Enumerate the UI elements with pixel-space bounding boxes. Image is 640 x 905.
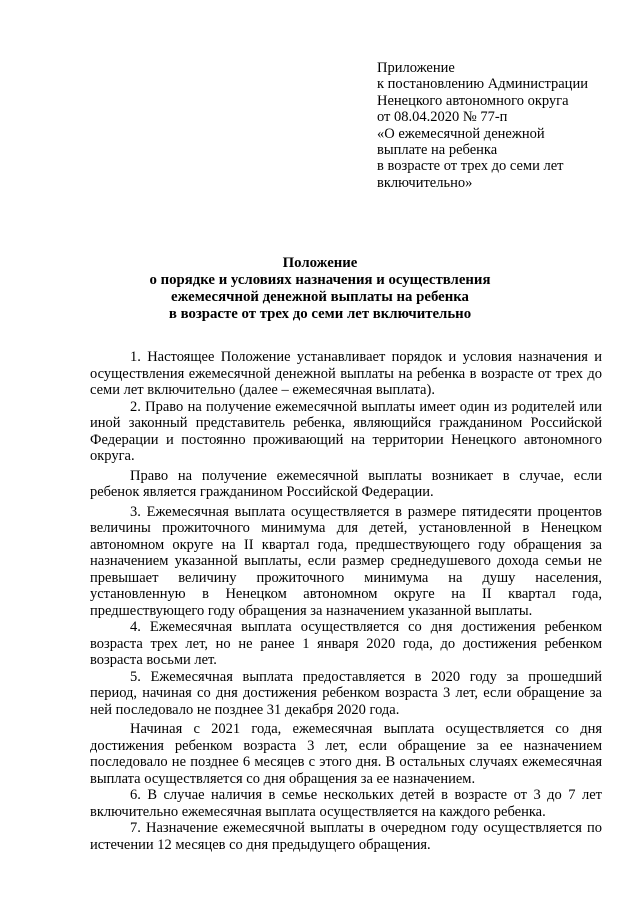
- appendix-line: выплате на ребенка: [377, 142, 498, 159]
- document-body: [90, 349, 602, 853]
- appendix-line: включительно»: [377, 174, 473, 191]
- paragraph-5: 5. Ежемесячная выплата предоставляется в 2020 году за прошедший период, начиная со дня достижения ребенком возраста 3 лет, если обращение за ней последовало не позднее 31 декабря 2020 года.: [90, 668, 602, 718]
- appendix-block: [377, 60, 617, 191]
- appendix-line: «О ежемесячной денежной: [377, 125, 545, 142]
- appendix-line: от 08.04.2020 № 77-п: [377, 109, 508, 126]
- title-line: Положение: [282, 255, 358, 271]
- document-title: [90, 255, 550, 323]
- title-line: о порядке и условиях назначения и осуществления: [149, 272, 491, 288]
- paragraph-4: 4. Ежемесячная выплата осуществляется со дня достижения ребенком возраста трех лет, но не ранее 1 января 2020 года, до достижения ребенком возраста восьми лет.: [90, 619, 602, 668]
- title-line: в возрасте от трех до семи лет включительно: [168, 306, 472, 322]
- appendix-line: в возрасте от трех до семи лет: [377, 158, 564, 175]
- paragraph-3: 3. Ежемесячная выплата осуществляется в размере пятидесяти процентов величины прожиточного минимума для детей, установленной в Ненецком автономном округе на II квартал года, предшествующего году обращения за назначением указанной выплаты, если размер среднедушевого дохода семьи не превышает величину прожиточного минимума на душу населения, установленную в Ненецком автономном округе на II квартал года, предшествующего году обращения за назначением указанной выплаты.: [90, 503, 602, 619]
- paragraph-5-note: Начиная с 2021 года, ежемесячная выплата осуществляется со дня достижения ребенком возраста 3 лет, если обращение за ее назначением последовало не позднее 6 месяцев с этого дня. В остальных случаях ежемесячная выплата осуществляется со дня обращения за ее назначением.: [90, 721, 602, 787]
- paragraph-2-note: Право на получение ежемесячной выплаты возникает в случае, если ребенок является гражданином Российской Федерации.: [90, 467, 602, 500]
- paragraph-6: 6. В случае наличия в семье нескольких детей в возрасте от 3 до 7 лет включительно ежемесячная выплата осуществляется на каждого ребенка.: [90, 787, 602, 820]
- title-line: ежемесячной денежной выплаты на ребенка: [171, 289, 469, 305]
- appendix-line: Ненецкого автономного округа: [377, 92, 569, 109]
- paragraph-1: 1. Настоящее Положение устанавливает порядок и условия назначения и осуществления ежемесячной денежной выплаты на ребенка в возрасте от трех до семи лет включительно (далее – ежемесячная выплата).: [90, 349, 602, 398]
- appendix-line: Приложение: [377, 60, 455, 76]
- paragraph-7: 7. Назначение ежемесячной выплаты в очередном году осуществляется по истечении 12 месяцев со дня предыдущего обращения.: [90, 820, 602, 853]
- paragraph-2: 2. Право на получение ежемесячной выплаты имеет один из родителей или иной законный представитель ребенка, являющийся гражданином Российской Федерации и постоянно проживающий на территории Ненецкого автономного округа.: [90, 398, 602, 464]
- appendix-line: к постановлению Администрации: [377, 76, 588, 93]
